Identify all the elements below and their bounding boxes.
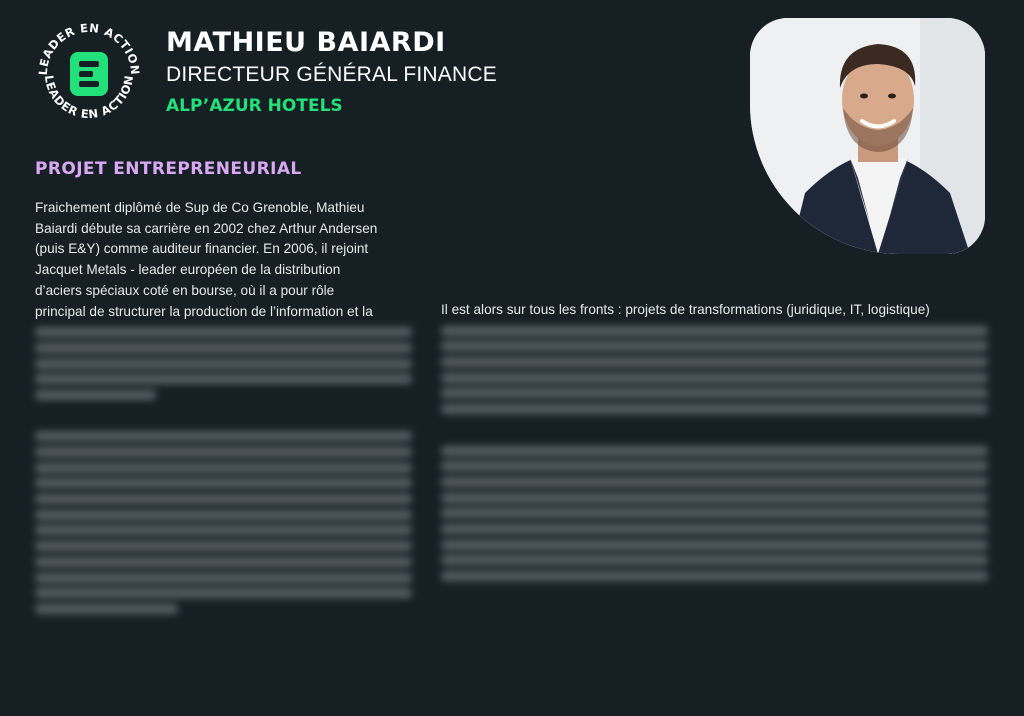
blurred-text [35,327,412,614]
portrait-photo [750,18,985,254]
person-name: MATHIEU BAIARDI [166,27,446,58]
blurred-text [441,326,988,581]
text-line: d’aciers spéciaux coté en bourse, où il a pour rôle [35,282,335,298]
text-line: Fraichement diplômé de Sup de Co Grenoble, Mathieu [35,200,365,215]
text-line: principal de structurer la production de l’information et la [35,303,373,319]
text-line: Il est alors sur tous les fronts : projets de transformations (juridique, IT, logistique) [441,302,930,317]
leader-en-action-badge [34,19,144,129]
person-role: DIRECTEUR GÉNÉRAL FINANCE [166,63,497,86]
text-line: Baiardi débute sa carrière en 2002 chez Arthur Andersen [35,220,378,236]
text-line: (puis E&Y) comme auditeur financier. En 2006, il rejoint [35,241,369,257]
section-title: PROJET ENTREPRENEURIAL [35,159,302,179]
left-column [35,198,412,620]
portrait-illustration [750,18,985,254]
badge-text-top: LEADER EN ACTION [35,20,143,76]
text-line: Jacquet Metals - leader européen de la distribution [35,262,341,278]
header [166,26,497,118]
company-name: ALP’AZUR HOTELS [166,96,343,116]
badge-text-bottom: LEADER EN ACTION [41,74,137,122]
right-column [441,300,988,587]
badge-logo-icon [34,19,144,129]
